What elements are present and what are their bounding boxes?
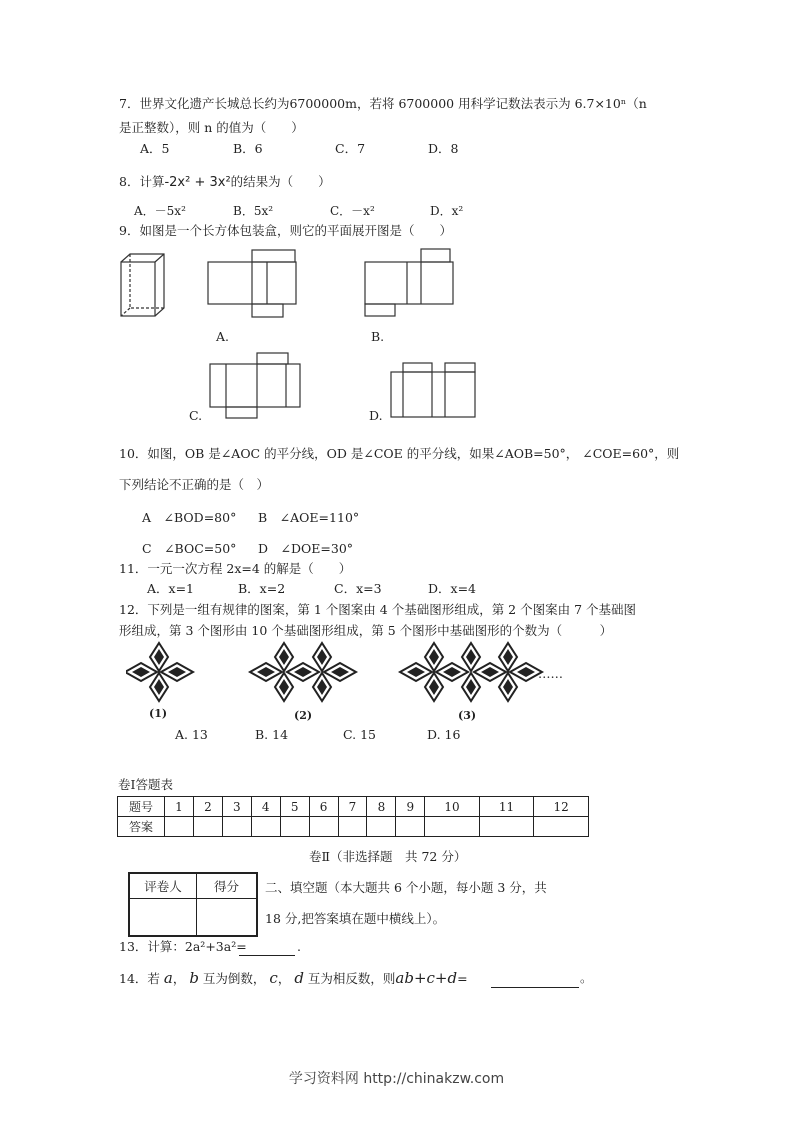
- answer-number: 8: [367, 797, 396, 817]
- q10-line2: 下列结论不正确的是（ ）: [119, 477, 270, 492]
- q8-prefix: 8．计算: [119, 174, 165, 189]
- answer-cell[interactable]: [534, 817, 589, 837]
- answer-number: 11: [479, 797, 534, 817]
- q14-line: [119, 970, 468, 987]
- q14-var-c: c: [269, 969, 278, 987]
- answer-cell[interactable]: [251, 817, 280, 837]
- grader-label: 评卷人: [129, 873, 197, 899]
- answer-cell[interactable]: [280, 817, 309, 837]
- q7-option-d: D．8: [428, 141, 459, 156]
- q11-option-b: B．x=2: [238, 581, 286, 596]
- q11-option-d: D．x=4: [428, 581, 476, 596]
- q12-line1: 12．下列是一组有规律的图案，第 1 个图案由 4 个基础图形组成，第 2 个图案由 7 个基础图: [119, 602, 637, 617]
- answer-number: 10: [425, 797, 480, 817]
- answer-row-header: 答案: [118, 817, 165, 837]
- q8-option-c: C．－x²: [330, 204, 375, 218]
- q10-option-a: A ∠BOD=80°: [142, 510, 237, 525]
- answer-cell[interactable]: [479, 817, 534, 837]
- net-label-a: A.: [216, 329, 230, 344]
- q8-line: [119, 174, 331, 191]
- answer-table-title: 卷Ⅰ答题表: [118, 777, 173, 792]
- q7-line2: 是正整数），则 n 的值为（ ）: [119, 120, 304, 135]
- q10-option-b: B ∠AOE=110°: [258, 510, 360, 525]
- q8-suffix: 的结果为（ ）: [230, 174, 331, 189]
- answer-table: [117, 796, 589, 837]
- q10-line1: 10．如图，OB 是∠AOC 的平分线，OD 是∠COE 的平分线，如果∠AOB=50°， ∠COE=60°，则: [119, 446, 680, 461]
- pattern-figure: [126, 640, 566, 725]
- answer-table-number-row: [118, 797, 589, 817]
- q12-option-d: D. 16: [427, 727, 461, 742]
- answer-cell[interactable]: [367, 817, 396, 837]
- box-figure: [118, 250, 168, 320]
- section2-instruction-line2: 18 分,把答案填在题中横线上）。: [265, 911, 446, 926]
- pattern-3: [400, 643, 542, 701]
- net-option-d: [389, 360, 479, 422]
- q9-text: 9．如图是一个长方体包装盒，则它的平面展开图是（ ）: [119, 223, 452, 238]
- grader-table: [128, 872, 258, 937]
- q7-line1: 7．世界文化遗产长城总长约为6700000m，若将 6700000 用科学记数法表示为 6.7×10ⁿ（n: [119, 96, 647, 111]
- q14-var-a: a: [163, 969, 173, 987]
- q10-option-c: C ∠BOC=50°: [142, 541, 237, 556]
- q12-option-b: B. 14: [255, 727, 289, 742]
- answer-table-answer-row: [118, 817, 589, 837]
- grader-cell[interactable]: [129, 899, 197, 937]
- answer-number: 2: [193, 797, 222, 817]
- answer-cell[interactable]: [396, 817, 425, 837]
- q14-sep2: ，: [277, 971, 291, 986]
- pattern-1: [126, 643, 193, 701]
- answer-cell[interactable]: [222, 817, 251, 837]
- answer-table-header: 题号: [118, 797, 165, 817]
- q14-equals: =: [457, 971, 468, 986]
- q14-expression: ab+c+d: [395, 969, 458, 987]
- q11-option-a: A．x=1: [147, 581, 195, 596]
- score-label: 得分: [197, 873, 258, 899]
- answer-number: 9: [396, 797, 425, 817]
- net-option-b: [363, 247, 459, 321]
- pattern-2: [250, 643, 356, 701]
- pattern-label-1: (1): [149, 707, 168, 720]
- q14-prefix: 14．若: [119, 971, 160, 986]
- q13-text: 13．计算：2a²+3a²=: [119, 939, 247, 954]
- net-label-b: B.: [371, 329, 385, 344]
- answer-number: 1: [165, 797, 194, 817]
- pattern-ellipsis: ……: [538, 666, 563, 681]
- q11-option-c: C．x=3: [334, 581, 382, 596]
- q7-option-a: A．5: [140, 141, 170, 156]
- answer-cell[interactable]: [338, 817, 367, 837]
- q8-expression: -2x² + 3x²: [164, 175, 231, 190]
- net-label-d: D.: [369, 408, 383, 423]
- answer-number: 12: [534, 797, 589, 817]
- answer-cell[interactable]: [425, 817, 480, 837]
- score-cell[interactable]: [197, 899, 258, 937]
- q14-var-b: b: [189, 969, 199, 987]
- answer-number: 6: [309, 797, 338, 817]
- answer-cell[interactable]: [193, 817, 222, 837]
- pattern-label-2: (2): [294, 709, 313, 722]
- footer-watermark: 学习资料网 http://chinakzw.com: [288, 1071, 505, 1087]
- section2-instruction-line1: 二、填空题（本大题共 6 个小题，每小题 3 分，共: [265, 880, 547, 895]
- pattern-label-3: (3): [458, 709, 477, 722]
- q14-text2: 互为倒数，: [198, 971, 266, 986]
- q12-option-a: A. 13: [175, 727, 208, 742]
- q13-end: .: [297, 939, 301, 954]
- section2-title: 卷Ⅱ（非选择题 共 72 分）: [309, 849, 467, 864]
- answer-cell[interactable]: [309, 817, 338, 837]
- q13-answer-blank[interactable]: [239, 941, 295, 956]
- answer-cell[interactable]: [165, 817, 194, 837]
- q12-option-c: C. 15: [343, 727, 376, 742]
- q10-option-d: D ∠DOE=30°: [258, 541, 354, 556]
- q14-end: 。: [580, 970, 593, 985]
- q8-option-b: B．5x²: [233, 204, 274, 218]
- q14-answer-blank[interactable]: [491, 973, 579, 988]
- net-option-c: [208, 351, 304, 421]
- q7-option-b: B．6: [233, 141, 263, 156]
- net-option-a: [206, 247, 302, 321]
- q7-option-c: C．7: [335, 141, 366, 156]
- net-label-c: C.: [189, 408, 203, 423]
- answer-number: 3: [222, 797, 251, 817]
- q14-var-d: d: [294, 969, 304, 987]
- q14-text3: 互为相反数，则: [303, 971, 396, 986]
- answer-number: 5: [280, 797, 309, 817]
- q11-text: 11．一元一次方程 2x=4 的解是（ ）: [119, 561, 352, 576]
- answer-number: 4: [251, 797, 280, 817]
- q14-sep1: ，: [172, 971, 186, 986]
- q8-option-d: D．x²: [430, 204, 464, 218]
- answer-number: 7: [338, 797, 367, 817]
- q12-line2: 形组成，第 3 个图形由 10 个基础图形组成，第 5 个图形中基础图形的个数为（ ）: [119, 623, 613, 638]
- q8-option-a: A．－5x²: [134, 204, 186, 218]
